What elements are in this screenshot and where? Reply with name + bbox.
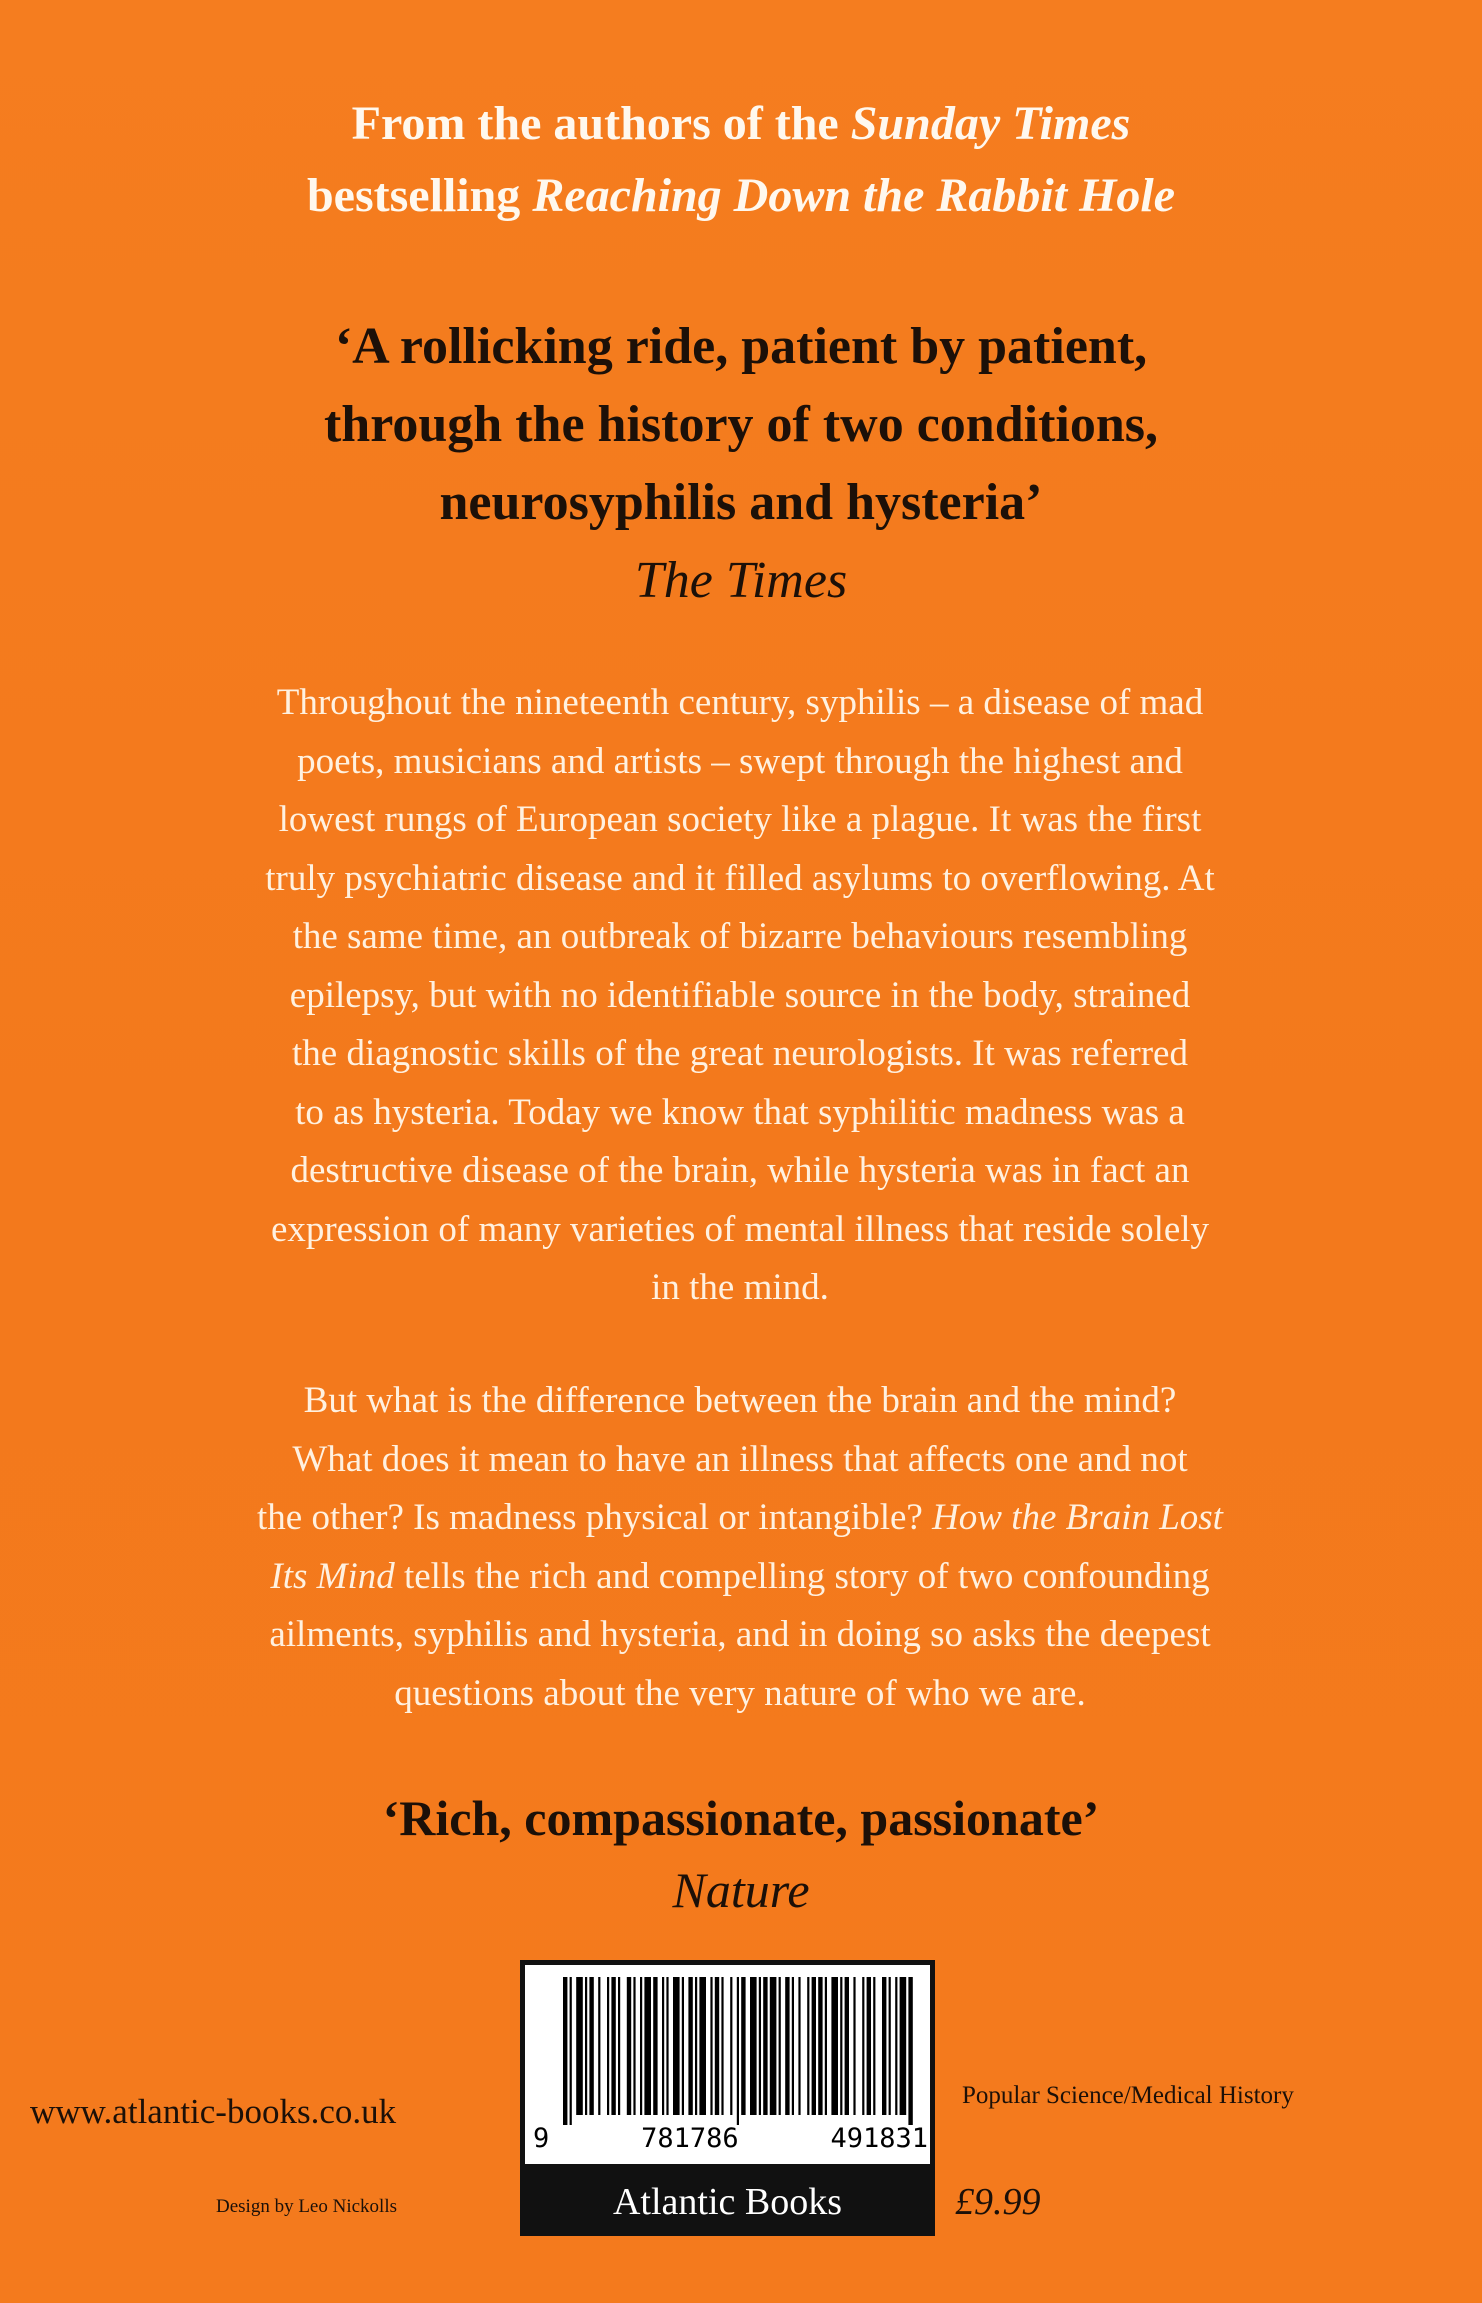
isbn-prefix: 9 <box>533 2123 550 2154</box>
barcode-bar <box>585 1977 587 2115</box>
quote-line-2: through the history of two conditions, <box>323 396 1158 453</box>
blurb-paragraph-2 <box>90 1372 1390 1723</box>
barcode-bar <box>831 1977 838 2115</box>
barcode-bar <box>807 1977 809 2115</box>
barcode-bar <box>792 1977 794 2115</box>
barcode-bar <box>607 1977 609 2115</box>
barcode-bar <box>576 1977 583 2115</box>
barcode-bar <box>627 1977 631 2115</box>
barcode-bar <box>682 1977 684 2115</box>
barcode-bar <box>741 1977 745 2115</box>
blurb-line: in the mind. <box>651 1267 829 1308</box>
quote-source: Nature <box>672 1862 810 1918</box>
barcode-bar <box>908 1977 912 2125</box>
blurb-line: expression of many varieties of mental illness that reside solely <box>270 1208 1210 1250</box>
blurb-line: Throughout the nineteenth century, syphilis – a disease of mad <box>276 682 1204 723</box>
barcode-bar <box>737 1977 739 2125</box>
quote-source: The Times <box>634 552 848 609</box>
quote-line-3: neurosyphilis and hysteria’ <box>439 474 1043 531</box>
headline <box>100 88 1382 232</box>
barcode-bar <box>818 1977 822 2115</box>
isbn-group-2: 491831 <box>830 2123 928 2154</box>
barcode-bar <box>845 1977 849 2115</box>
blurb-line: poets, musicians and artists – swept through the highest and <box>297 740 1183 782</box>
barcode-bar <box>633 1977 635 2115</box>
quote-text: ‘Rich, compassionate, passionate’ <box>382 1790 1100 1846</box>
blurb-line: to as hysteria. Today we know that syphilitic madness was a <box>295 1091 1185 1133</box>
barcode-bar <box>750 1977 757 2115</box>
barcode-bar <box>640 1977 642 2115</box>
barcode-bar <box>730 1977 732 2115</box>
previous-book-title: Reaching Down the Rabbit Hole <box>532 169 1176 222</box>
barcode-bar <box>825 1977 827 2115</box>
barcode-bar <box>611 1977 615 2115</box>
barcode-bar <box>895 1977 897 2115</box>
review-quote-nature <box>100 1782 1382 1926</box>
blurb-line: epilepsy, but with no identifiable source in the body, strained <box>289 974 1191 1016</box>
barcode-bar <box>867 1977 871 2115</box>
barcode-bar <box>779 1977 781 2115</box>
barcode-bar <box>840 1977 842 2115</box>
blurb-line: the other? Is madness physical or intangible? How the Brain Lost <box>257 1497 1223 1538</box>
barcode-bars-icon <box>525 1965 930 2125</box>
barcode-bar <box>812 1977 816 2115</box>
barcode-bar <box>721 1977 723 2115</box>
barcode <box>520 1960 935 2169</box>
blurb-line: destructive disease of the brain, while hysteria was in fact an <box>290 1150 1190 1191</box>
barcode-bar <box>644 1977 651 2115</box>
quote-line-1: ‘A rollicking ride, patient by patient, <box>334 318 1148 375</box>
book-title: Its Mind <box>270 1555 395 1597</box>
barcode-bar <box>763 1977 767 2115</box>
barcode-bar <box>589 1977 593 2115</box>
barcode-bar <box>570 1977 572 2125</box>
newspaper-title: Sunday Times <box>850 97 1131 150</box>
barcode-bar <box>759 1977 761 2115</box>
book-title: How the Brain Lost <box>932 1497 1223 1538</box>
barcode-bar <box>873 1977 875 2115</box>
barcode-bar <box>900 1977 907 2115</box>
blurb-line: questions about the very nature of who we are. <box>394 1672 1086 1714</box>
barcode-bar <box>853 1977 855 2115</box>
barcode-bar <box>699 1977 706 2115</box>
barcode-bar <box>715 1977 719 2115</box>
publisher-name: Atlantic Books <box>520 2169 935 2236</box>
blurb-paragraph-1 <box>90 674 1390 1318</box>
barcode-bar <box>598 1977 600 2115</box>
blurb-line: the same time, an outbreak of bizarre behaviours resembling <box>292 916 1188 957</box>
barcode-bar <box>673 1977 680 2115</box>
headline-line-2: bestselling Reaching Down the Rabbit Hole <box>306 169 1176 222</box>
barcode-bar <box>662 1977 664 2115</box>
blurb-line: What does it mean to have an illness that affects one and not <box>292 1438 1188 1480</box>
isbn-number <box>533 2123 928 2154</box>
barcode-bar <box>785 1977 789 2115</box>
blurb-line: ailments, syphilis and hysteria, and in doing so asks the deepest <box>269 1614 1211 1655</box>
barcode-bar <box>688 1977 692 2115</box>
barcode-bar <box>653 1977 657 2115</box>
publisher-website: www.atlantic-books.co.uk <box>30 2092 397 2131</box>
blurb-line: Its Mind tells the rich and compelling story of two confounding <box>270 1555 1210 1597</box>
barcode-bar <box>563 1977 567 2125</box>
blurb-line: the diagnostic skills of the great neurologists. It was referred <box>292 1033 1188 1074</box>
headline-line-1: From the authors of the Sunday Times <box>351 97 1131 150</box>
isbn-group-1: 781786 <box>641 2123 739 2154</box>
barcode-bar <box>695 1977 697 2115</box>
barcode-bar <box>618 1977 620 2115</box>
book-price: £9.99 <box>955 2181 1041 2223</box>
blurb-line: truly psychiatric disease and it filled asylums to overflowing. At <box>265 857 1215 899</box>
blurb-line: But what is the difference between the brain and the mind? <box>303 1380 1177 1421</box>
barcode-bar <box>666 1977 668 2115</box>
blurb-line: lowest rungs of European society like a plague. It was the first <box>278 799 1202 840</box>
barcode-bar <box>710 1977 712 2115</box>
barcode-bar <box>889 1977 891 2115</box>
review-quote-times <box>100 308 1382 620</box>
barcode-bar <box>882 1977 886 2115</box>
design-credit: Design by Leo Nickolls <box>216 2196 398 2217</box>
book-category: Popular Science/Medical History <box>962 2082 1294 2109</box>
barcode-bar <box>798 1977 800 2115</box>
barcode-bar <box>770 1977 777 2115</box>
barcode-bar <box>862 1977 864 2115</box>
